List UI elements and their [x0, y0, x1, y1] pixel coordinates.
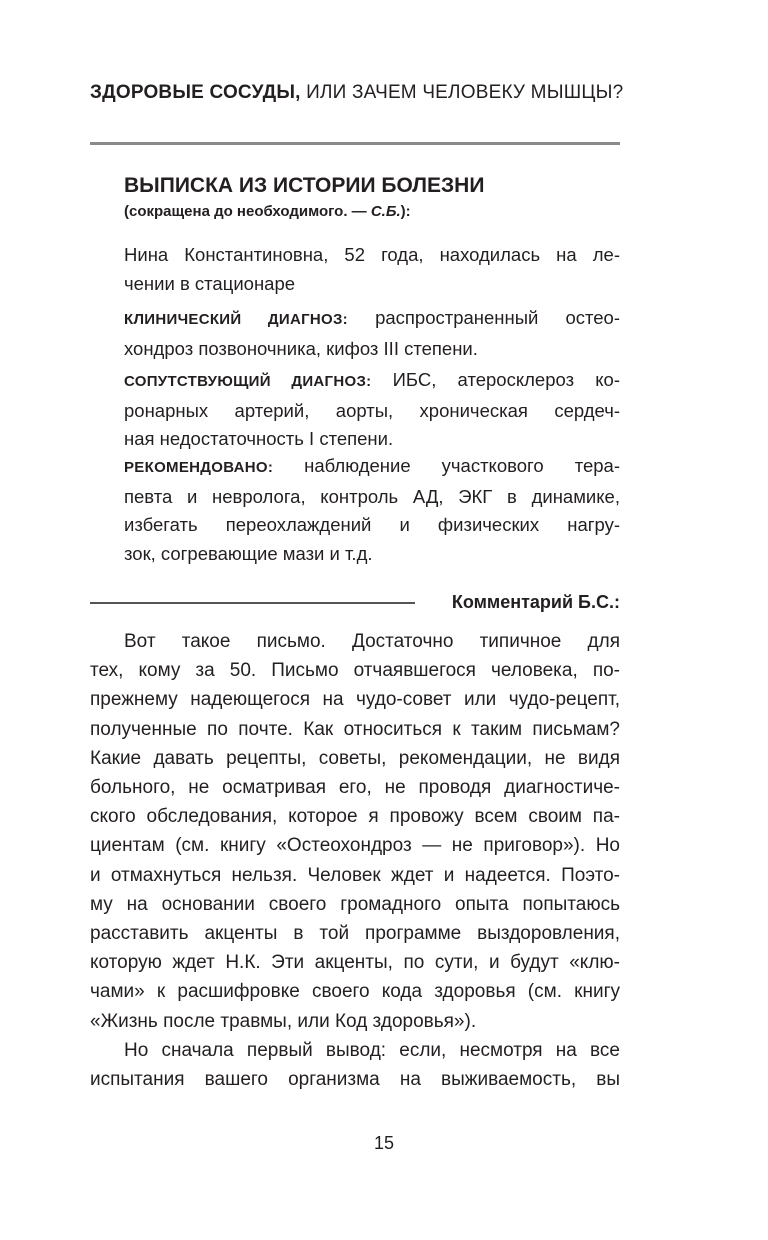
text-line: Какие давать рецепты, советы, рекомендации, не видя: [90, 747, 620, 769]
clinical-diagnosis: [124, 304, 620, 363]
text-line: расставить акценты в той программе выздоровления,: [90, 923, 620, 945]
header-title-rest: ИЛИ ЗАЧЕМ ЧЕЛОВЕКУ МЫШЦЫ?: [300, 82, 624, 103]
comment-label: Комментарий Б.С.:: [451, 592, 620, 612]
text-line: прежнему надеющегося на чудо-совет или чудо-рецепт,: [90, 689, 620, 711]
text-line: ского обследования, которое я провожу всем своим па-: [90, 806, 620, 828]
extract-subtitle: [124, 203, 624, 220]
concomitant-diagnosis-label: СОПУТСТВУЮЩИЙ ДИАГНОЗ:: [124, 373, 372, 390]
extract-subtitle-main: (сокращена до необходимого. —: [124, 203, 371, 220]
extract-subtitle-end: ):: [400, 203, 411, 220]
text-line: распространенный остео-: [347, 307, 620, 328]
text-line: Но сначала первый вывод: если, несмотря на все: [124, 1040, 620, 1061]
text-line: ная недостаточность I степени.: [124, 428, 394, 449]
extract-subtitle-author: С.Б.: [370, 203, 401, 220]
text-line: полученные по почте. Как относиться к таким письмам?: [90, 718, 620, 740]
text-line: избегать переохлаждений и физических нагру-: [124, 514, 620, 535]
comment-heading: [90, 592, 620, 616]
clinical-diagnosis-label: КЛИНИЧЕСКИЙ ДИАГНОЗ:: [124, 311, 348, 328]
text-line: «Жизнь после травмы, или Код здоровья»).: [90, 1010, 477, 1032]
running-header: [90, 82, 624, 104]
text-line: му на основании своего громадного опыта попытаюсь: [90, 893, 620, 915]
header-title-bold: ЗДОРОВЫЕ СОСУДЫ,: [90, 82, 301, 103]
page-number: 15: [373, 1133, 395, 1153]
concomitant-diagnosis: [124, 366, 620, 454]
text-line: больного, не осматривая его, не проводя диагностиче-: [90, 777, 620, 799]
text-line: наблюдение участкового тера-: [273, 455, 620, 476]
body-paragraph-1: [90, 627, 620, 1036]
text-line: певта и невролога, контроль АД, ЭКГ в динамике,: [124, 485, 620, 507]
text-line: чами» к расшифровке своего кода здоровья (см. книгу: [90, 981, 620, 1003]
patient-info: [124, 241, 620, 298]
text-line: чении в стационаре: [124, 272, 296, 294]
header-divider: [90, 142, 620, 145]
text-line: хондроз позвоночника, кифоз III степени.: [124, 337, 478, 359]
recommendations-label: РЕКОМЕНДОВАНО:: [124, 459, 274, 476]
recommendations: [124, 452, 620, 568]
text-line: циентам (см. книгу «Остеохондроз — не приговор»). Но: [90, 835, 620, 857]
extract-title: ВЫПИСКА ИЗ ИСТОРИИ БОЛЕЗНИ: [124, 174, 485, 197]
text-line: испытания вашего организма на выживаемость, вы: [90, 1069, 620, 1091]
comment-divider: [90, 602, 415, 604]
text-line: зок, согревающие мази и т.д.: [124, 542, 373, 564]
text-line: Нина Константиновна, 52 года, находилась на ле-: [124, 244, 620, 265]
text-line: ронарных артерий, аорты, хроническая сердеч-: [124, 399, 620, 421]
text-line: тех, кому за 50. Письмо отчаявшегося человека, по-: [90, 660, 620, 682]
text-line: ИБС, атеросклероз ко-: [371, 369, 620, 390]
text-line: и отмахнуться нельзя. Человек ждет и надеется. Поэто-: [90, 864, 620, 886]
body-paragraph-2: [90, 1036, 620, 1094]
text-line: Вот такое письмо. Достаточно типичное для: [124, 631, 620, 652]
text-line: которую ждет Н.К. Эти акценты, по сути, и будут «клю-: [90, 952, 620, 974]
